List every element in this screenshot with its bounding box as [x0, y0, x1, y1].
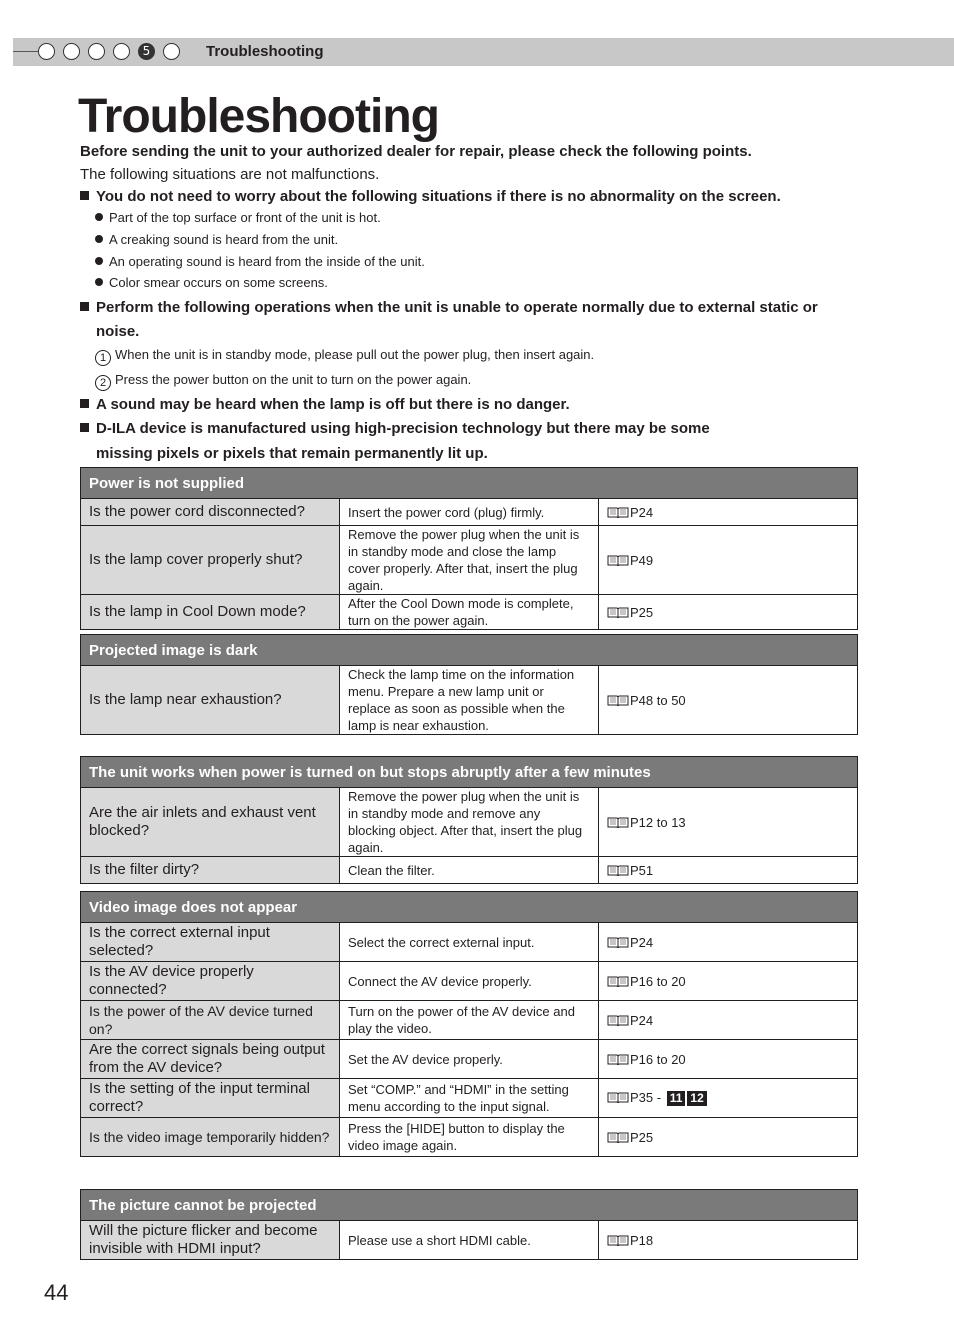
reference-text: P24	[630, 504, 654, 520]
section2-heading-line2: noise.	[96, 323, 140, 340]
table-header: The unit works when power is turned on but stops abruptly after a few minutes	[81, 757, 858, 788]
bullet-icon	[95, 235, 103, 243]
intro-plain-line: The following situations are not malfunctions.	[80, 166, 380, 183]
reference-text: P49	[630, 552, 654, 568]
section3-heading	[80, 396, 570, 413]
reference-tag: 12	[687, 1091, 706, 1106]
reference-cell	[599, 595, 858, 630]
chapter-indicator	[38, 43, 180, 60]
chapter-circle-1	[38, 43, 55, 60]
table-row	[81, 526, 858, 595]
question-cell: Is the video image temporarily hidden?	[81, 1118, 340, 1157]
step-text: Press the power button on the unit to turn on the power again.	[115, 372, 472, 387]
answer-cell: Set the AV device properly.	[340, 1040, 599, 1079]
chapter-circle-5-active: 5	[138, 43, 155, 60]
table-row	[81, 1040, 858, 1079]
section2-heading-text: Perform the following operations when the unit is unable to operate normally due to external static or	[96, 299, 818, 316]
step-number-icon: 1	[95, 350, 111, 366]
table-row	[81, 962, 858, 1001]
bullet-icon	[95, 213, 103, 221]
book-icon	[607, 1131, 629, 1142]
reference-cell	[599, 788, 858, 857]
square-bullet-icon	[80, 399, 89, 408]
table-row	[81, 1221, 858, 1260]
reference-text: P24	[630, 934, 654, 950]
book-icon	[607, 554, 629, 565]
section3-heading-text: A sound may be heard when the lamp is off but there is no danger.	[96, 396, 570, 413]
table-header: Power is not supplied	[81, 468, 858, 499]
question-cell: Is the correct external input selected?	[81, 923, 340, 962]
table-header: Projected image is dark	[81, 635, 858, 666]
answer-cell: Remove the power plug when the unit is in standby mode and remove any blocking object. After that, insert the plug again.	[340, 788, 599, 857]
intro-bold-line: Before sending the unit to your authorized dealer for repair, please check the following points.	[80, 143, 752, 160]
table-row	[81, 923, 858, 962]
table-row	[81, 1001, 858, 1040]
reference-text: P48 to 50	[630, 692, 686, 708]
square-bullet-icon	[80, 302, 89, 311]
table-row	[81, 1079, 858, 1118]
question-cell: Are the correct signals being output from the AV device?	[81, 1040, 340, 1079]
question-cell: Is the lamp near exhaustion?	[81, 666, 340, 735]
reference-text: P51	[630, 862, 654, 878]
book-icon	[607, 606, 629, 617]
question-cell: Is the lamp in Cool Down mode?	[81, 595, 340, 630]
troubleshoot-table-video	[80, 891, 858, 1157]
troubleshoot-table-picture	[80, 1189, 858, 1260]
book-icon	[607, 506, 629, 517]
book-icon	[607, 694, 629, 705]
reference-text: P25	[630, 604, 654, 620]
book-icon	[607, 816, 629, 827]
question-cell: Is the power of the AV device turned on?	[81, 1001, 340, 1040]
answer-cell: Set “COMP.” and “HDMI” in the setting menu according to the input signal.	[340, 1079, 599, 1118]
troubleshoot-table-power	[80, 467, 858, 630]
section2-heading	[80, 299, 818, 316]
reference-cell	[599, 499, 858, 526]
header-label: Troubleshooting	[206, 43, 324, 60]
question-cell: Is the power cord disconnected?	[81, 499, 340, 526]
book-icon	[607, 1091, 629, 1102]
table-row	[81, 499, 858, 526]
book-icon	[607, 864, 629, 875]
list-item	[95, 254, 425, 269]
reference-text: P18	[630, 1232, 654, 1248]
chapter-circle-6	[163, 43, 180, 60]
chapter-circle-3	[88, 43, 105, 60]
chapter-circle-2	[63, 43, 80, 60]
section4-heading-text: D-ILA device is manufactured using high-precision technology but there may be some	[96, 420, 710, 437]
step-number-icon: 2	[95, 375, 111, 391]
list-item	[95, 210, 381, 225]
list-item	[95, 275, 328, 290]
reference-text: P24	[630, 1012, 654, 1028]
bullet-icon	[95, 278, 103, 286]
question-cell: Is the AV device properly connected?	[81, 962, 340, 1001]
table-row	[81, 857, 858, 884]
reference-text: P16 to 20	[630, 973, 686, 989]
question-cell: Is the filter dirty?	[81, 857, 340, 884]
table-header: The picture cannot be projected	[81, 1190, 858, 1221]
troubleshoot-table-dark	[80, 634, 858, 735]
answer-cell: Please use a short HDMI cable.	[340, 1221, 599, 1260]
reference-cell	[599, 1001, 858, 1040]
table-row	[81, 1118, 858, 1157]
reference-cell	[599, 857, 858, 884]
reference-text: P35 -	[630, 1090, 662, 1105]
reference-text: P16 to 20	[630, 1051, 686, 1067]
list-item	[95, 232, 338, 247]
answer-cell: Check the lamp time on the information menu. Prepare a new lamp unit or replace as soon as possible when the lamp is near exhaustion.	[340, 666, 599, 735]
bullet-text: Part of the top surface or front of the unit is hot.	[109, 210, 381, 225]
reference-cell	[599, 1040, 858, 1079]
reference-cell	[599, 1221, 858, 1260]
reference-cell	[599, 666, 858, 735]
section1-heading	[80, 188, 781, 205]
page-title: Troubleshooting	[78, 90, 439, 143]
reference-text: P12 to 13	[630, 814, 686, 830]
reference-cell	[599, 962, 858, 1001]
bullet-text: Color smear occurs on some screens.	[109, 275, 328, 290]
book-icon	[607, 936, 629, 947]
page-number: 44	[44, 1280, 69, 1305]
book-icon	[607, 1234, 629, 1245]
book-icon	[607, 1053, 629, 1064]
bullet-text: A creaking sound is heard from the unit.	[109, 232, 339, 247]
troubleshoot-table-stops	[80, 756, 858, 884]
step-text: When the unit is in standby mode, please pull out the power plug, then insert again.	[115, 347, 595, 362]
answer-cell: Connect the AV device properly.	[340, 962, 599, 1001]
chapter-circle-4	[113, 43, 130, 60]
question-cell: Is the lamp cover properly shut?	[81, 526, 340, 595]
answer-cell: Select the correct external input.	[340, 923, 599, 962]
reference-text: P25	[630, 1129, 654, 1145]
square-bullet-icon	[80, 191, 89, 200]
step-item	[95, 372, 471, 391]
answer-cell: Remove the power plug when the unit is in standby mode and close the lamp cover properly. After that, insert the plug again.	[340, 526, 599, 595]
step-item	[95, 347, 594, 366]
answer-cell: Clean the filter.	[340, 857, 599, 884]
reference-cell	[599, 1118, 858, 1157]
answer-cell: Insert the power cord (plug) firmly.	[340, 499, 599, 526]
book-icon	[607, 1014, 629, 1025]
reference-tag: 11	[667, 1091, 686, 1106]
table-row	[81, 595, 858, 630]
book-icon	[607, 975, 629, 986]
section4-heading-line2: missing pixels or pixels that remain permanently lit up.	[96, 445, 488, 462]
section4-heading	[80, 420, 710, 437]
table-header: Video image does not appear	[81, 892, 858, 923]
question-cell: Are the air inlets and exhaust vent blocked?	[81, 788, 340, 857]
question-cell: Is the setting of the input terminal correct?	[81, 1079, 340, 1118]
answer-cell: Press the [HIDE] button to display the video image again.	[340, 1118, 599, 1157]
table-row	[81, 666, 858, 735]
section1-heading-text: You do not need to worry about the following situations if there is no abnormality on the screen.	[96, 188, 781, 205]
reference-cell	[599, 1079, 858, 1118]
answer-cell: Turn on the power of the AV device and play the video.	[340, 1001, 599, 1040]
table-row	[81, 788, 858, 857]
answer-cell: After the Cool Down mode is complete, turn on the power again.	[340, 595, 599, 630]
reference-cell	[599, 923, 858, 962]
bullet-text: An operating sound is heard from the inside of the unit.	[109, 254, 425, 269]
reference-cell	[599, 526, 858, 595]
question-cell: Will the picture flicker and become invisible with HDMI input?	[81, 1221, 340, 1260]
square-bullet-icon	[80, 423, 89, 432]
bullet-icon	[95, 257, 103, 265]
